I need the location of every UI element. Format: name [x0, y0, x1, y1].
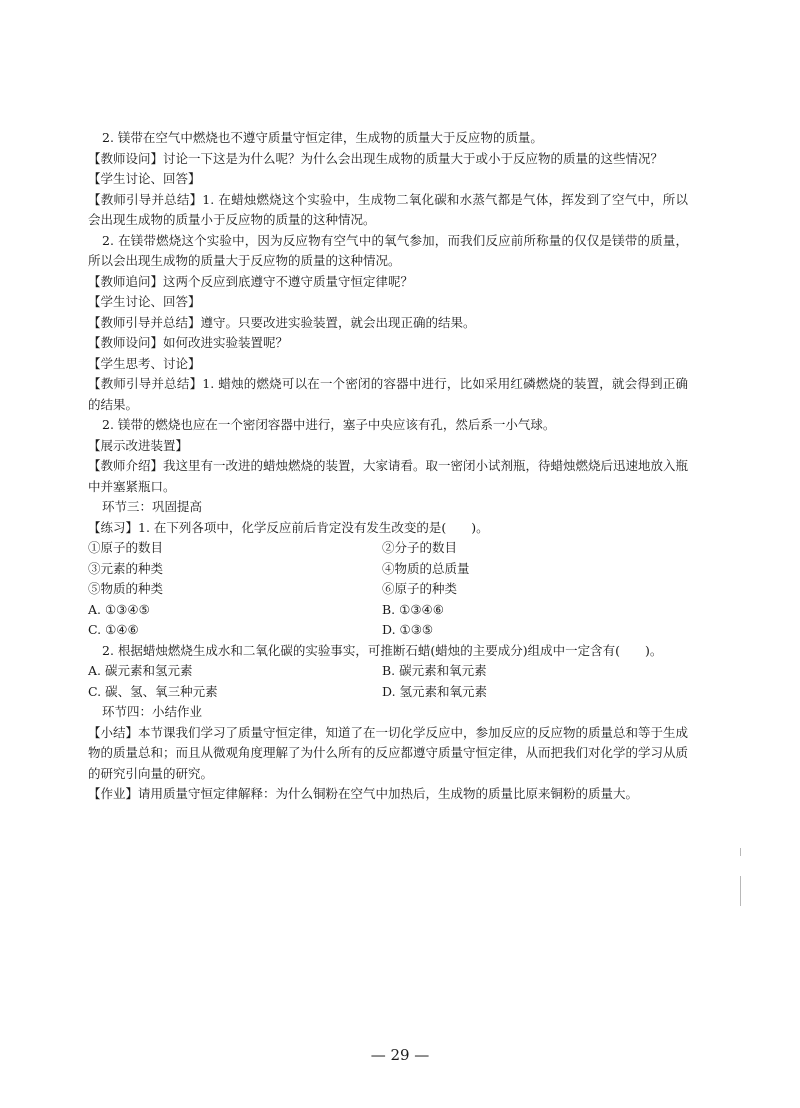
option-row	[88, 559, 688, 580]
paragraph: 2. 在镁带燃烧这个实验中，因为反应物有空气中的氧气参加，而我们反应前所称量的仅仅是镁带的质量，所以会出现生成物的质量大于反应物的质量的这种情况。	[88, 232, 688, 268]
section-heading: 环节四：小结作业	[102, 704, 203, 719]
teacher-introduction: 【教师介绍】我这里有一改进的蜡烛燃烧的装置，大家请看。取一密闭小试剂瓶，待蜡烛燃烧后迅速地放入瓶中并塞紧瓶口。	[88, 458, 689, 494]
teacher-summary: 【教师引导并总结】1. 蜡烛的燃烧可以在一个密闭的容器中进行，比如采用红磷燃烧的装置，就会得到正确的结果。	[88, 376, 688, 412]
answer-choice: B. 碳元素和氧元素	[382, 663, 487, 678]
answer-choice: C. ①④⑥	[88, 622, 139, 637]
option-row	[88, 538, 688, 559]
answer-choice: D. 氢元素和氧元素	[382, 683, 488, 699]
teacher-followup: 【教师追问】这两个反应到底遵守不遵守质量守恒定律呢？	[88, 273, 414, 289]
answer-choice: A. ①③④⑤	[88, 601, 150, 617]
answer-choice: D. ①③⑤	[382, 622, 434, 637]
option: ②分子的数目	[382, 540, 458, 555]
answer-choice: A. 碳元素和氢元素	[88, 663, 193, 678]
section-heading: 环节三：巩固提高	[102, 499, 203, 514]
show-device: 【展示改进装置】	[88, 437, 189, 453]
option-row	[88, 579, 688, 600]
homework: 【作业】请用质量守恒定律解释：为什么铜粉在空气中加热后，生成物的质量比原来铜粉的质量大。	[88, 786, 639, 801]
teacher-question: 【教师设问】如何改进实验装置呢？	[88, 335, 289, 350]
exercise-question-2: 2. 根据蜡烛燃烧生成水和二氧化碳的实验事实，可推断石蜡(蜡烛的主要成分)组成中一定含有( )。	[102, 642, 663, 658]
option: ①原子的数目	[88, 540, 164, 555]
teacher-question: 【教师设问】讨论一下这是为什么呢？为什么会出现生成物的质量大于或小于反应物的质量的这些情况？	[88, 150, 664, 166]
student-discussion: 【学生讨论、回答】	[88, 294, 201, 309]
answer-choice: B. ①③④⑥	[382, 601, 444, 617]
teacher-summary: 【教师引导并总结】遵守。只要改进实验装置，就会出现正确的结果。	[88, 314, 476, 330]
summary: 【小结】本节课我们学习了质量守恒定律，知道了在一切化学反应中，参加反应的反应物的质量总和等于生成物的质量总和；而且从微观角度理解了为什么所有的反应都遵守质量守恒定律，从而把我们对化学的学习从质的研究引向量的研究。	[88, 724, 689, 781]
answer-row	[88, 661, 688, 682]
answer-row	[88, 600, 688, 621]
answer-choice: C. 碳、氢、氧三种元素	[88, 683, 218, 699]
paragraph: 2. 镁带在空气中燃烧也不遵守质量守恒定律，生成物的质量大于反应物的质量。	[102, 130, 543, 145]
document-body	[88, 128, 688, 805]
option: ④物质的总质量	[382, 560, 470, 576]
scan-mark	[740, 848, 741, 856]
answer-row	[88, 682, 688, 703]
option: ③元素的种类	[88, 560, 164, 576]
exercise-question-1: 【练习】1. 在下列各项中，化学反应前后肯定没有发生改变的是( )。	[88, 519, 489, 535]
answer-row	[88, 620, 688, 641]
student-discussion: 【学生讨论、回答】	[88, 171, 201, 186]
teacher-summary: 【教师引导并总结】1. 在蜡烛燃烧这个实验中，生成物二氧化碳和水蒸气都是气体，挥发到了空气中，所以会出现生成物的质量小于反应物的质量的这种情况。	[88, 191, 688, 227]
option: ⑥原子的种类	[382, 581, 458, 596]
scan-mark	[740, 876, 741, 906]
paragraph: 2. 镁带的燃烧也应在一个密闭容器中进行，塞子中央应该有孔，然后系一小气球。	[102, 417, 556, 432]
option: ⑤物质的种类	[88, 581, 164, 596]
student-thinking: 【学生思考、讨论】	[88, 355, 201, 371]
page-number: — 29 —	[370, 1046, 430, 1064]
